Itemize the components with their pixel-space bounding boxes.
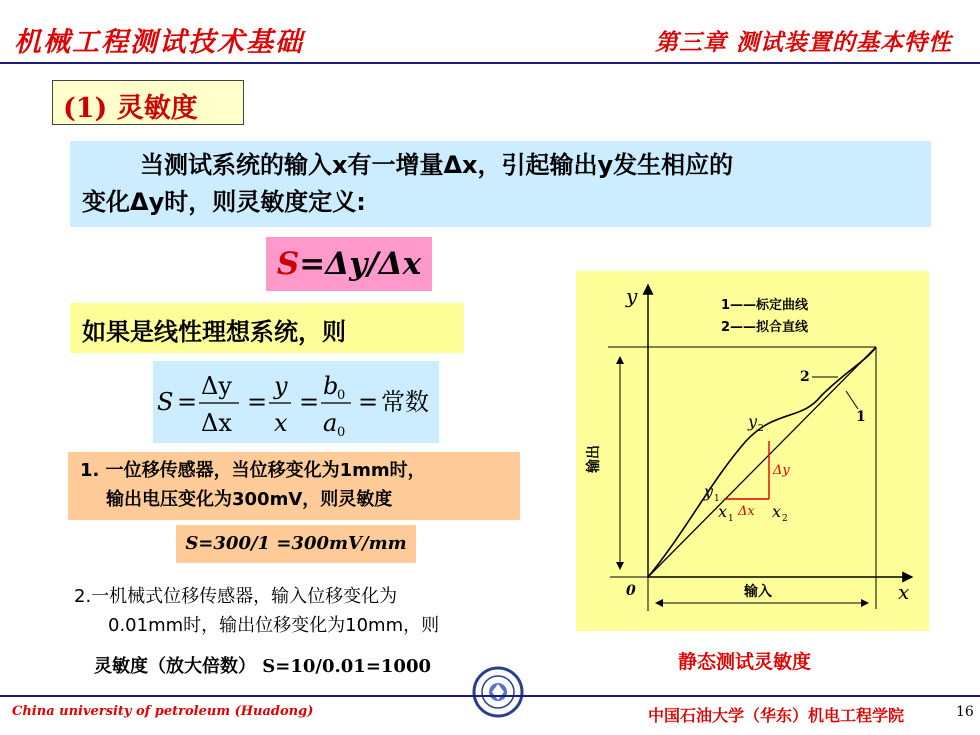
example-1-line-1: 1. 一位移传感器，当位移变化为1mm时， — [80, 460, 426, 481]
x2-label: x — [772, 502, 782, 521]
eq-S: S — [157, 388, 174, 416]
curve-1-label: 1 — [856, 409, 866, 425]
eq-b-sub: 0 — [337, 388, 346, 403]
university-name-en: China university of petroleum (Huadong) — [12, 704, 314, 719]
delta-y-label: Δy — [773, 463, 790, 478]
sensitivity-formula — [266, 237, 432, 291]
legend-calibration: 1——标定曲线 — [721, 298, 809, 313]
sensitivity-figure — [576, 271, 929, 631]
origin-label: 0 — [626, 583, 636, 599]
y1-sub: 1 — [714, 494, 720, 504]
example-1 — [68, 452, 520, 520]
example-1-line-2: 输出电压变化为300mV，则灵敏度 — [106, 489, 393, 510]
eq-a-sub: 0 — [337, 425, 346, 440]
output-label: 输出 — [586, 445, 602, 473]
eq-a: a — [323, 409, 338, 437]
example-2-line-2: 0.01mm时，输出位移变化为10mm，则 — [108, 615, 440, 636]
header-divider — [0, 62, 980, 64]
eq-b: b — [323, 372, 339, 400]
y-axis-label: y — [626, 284, 638, 308]
course-title: 机械工程测试技术基础 — [14, 27, 304, 58]
y2-sub: 2 — [758, 424, 764, 434]
example-2-result — [94, 652, 431, 678]
eq-dy: Δy — [201, 372, 232, 400]
x-axis-label: x — [898, 580, 910, 604]
formula-rhs: =Δy/Δx — [299, 246, 422, 282]
example-2-result-label: 灵敏度（放大倍数） — [94, 656, 256, 677]
linear-equation — [153, 361, 439, 443]
eq-sign-1: = — [177, 388, 198, 416]
y2-label: y — [748, 412, 758, 431]
line-2-label: 2 — [800, 369, 810, 385]
section-title: (1) 灵敏度 — [52, 80, 244, 125]
curve-1-leader — [846, 391, 858, 409]
figure-caption: 静态测试灵敏度 — [678, 651, 812, 673]
y1-label: y — [704, 482, 714, 501]
input-label: 输入 — [744, 584, 772, 600]
legend-fitted: 2——拟合直线 — [721, 320, 809, 335]
formula-symbol: S — [276, 246, 300, 282]
example-2-line-1: 2.一机械式位移传感器，输入位移变化为 — [74, 586, 398, 607]
eq-dx: Δx — [201, 409, 232, 437]
x2-sub: 2 — [782, 514, 788, 524]
university-name-cn: 中国石油大学（华东）机电工程学院 — [648, 706, 905, 725]
eq-sign-4: = — [358, 388, 379, 416]
example-1-result: S=300/1 =300mV/mm — [176, 525, 416, 563]
eq-const: 常数 — [381, 388, 429, 416]
eq-x: x — [274, 409, 288, 437]
definition-line-2: 变化Δy时，则灵敏度定义: — [82, 188, 366, 216]
example-2 — [74, 582, 439, 640]
definition-line-1: 当测试系统的输入x有一增量Δx，引起输出y发生相应的 — [140, 151, 734, 179]
eq-sign-3: = — [299, 388, 320, 416]
fitted-line — [648, 347, 876, 577]
university-seal-icon — [472, 666, 524, 718]
x1-label: x — [718, 502, 728, 521]
eq-y: y — [274, 372, 288, 400]
example-2-result-value: S=10/0.01=1000 — [262, 656, 432, 677]
definition-box — [70, 141, 931, 227]
page-number: 16 — [956, 704, 974, 720]
delta-x-label: Δx — [738, 504, 755, 519]
eq-sign-2: = — [247, 388, 268, 416]
x1-sub: 1 — [728, 514, 734, 524]
linear-case-text: 如果是线性理想系统，则 — [70, 303, 464, 353]
footer-divider — [0, 695, 980, 697]
chapter-title: 第三章 测试装置的基本特性 — [654, 29, 952, 56]
